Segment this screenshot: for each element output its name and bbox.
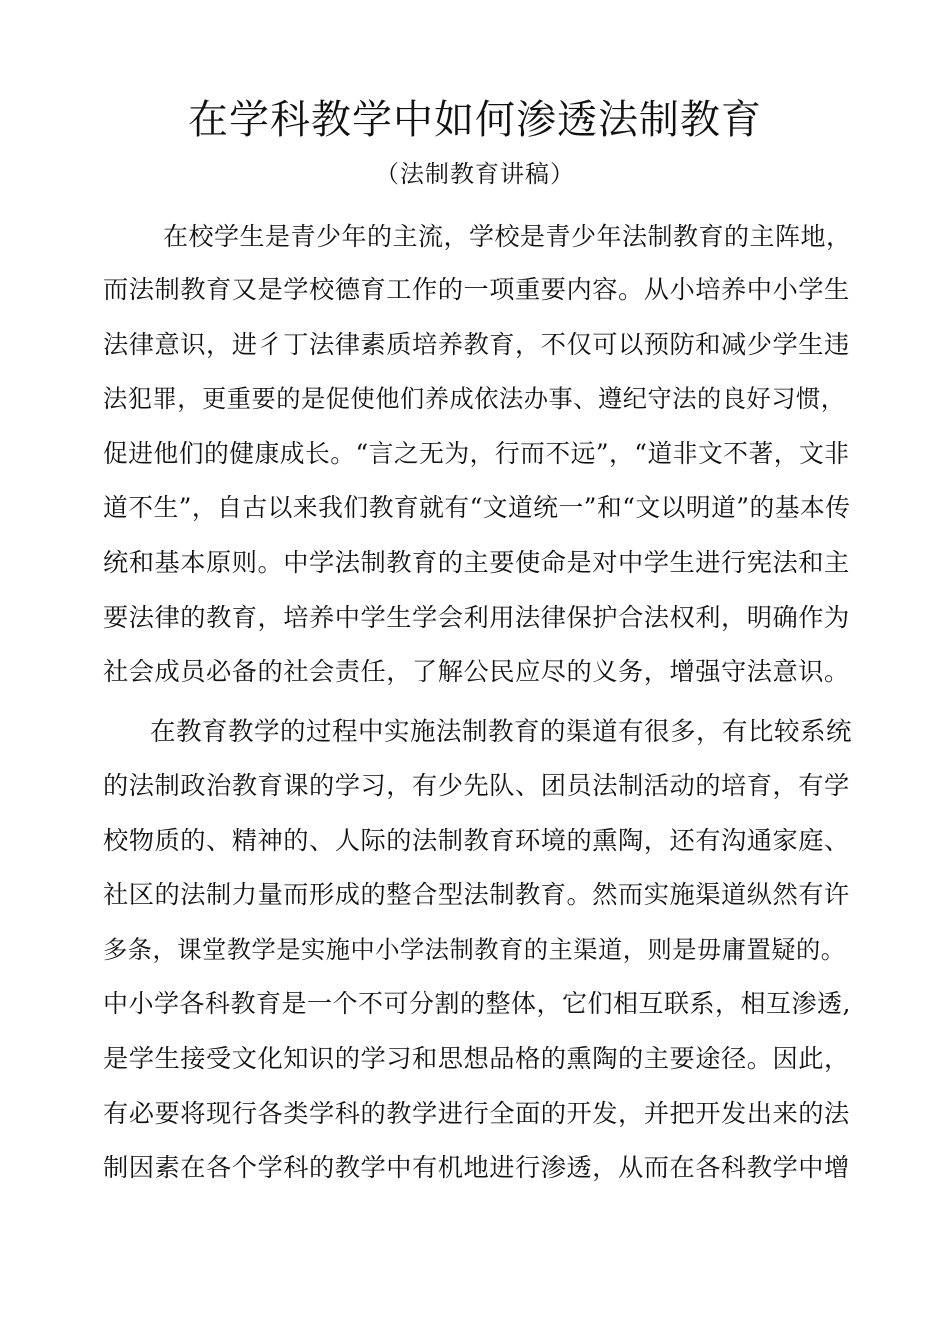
document-subtitle: （法制教育讲稿） — [375, 160, 575, 188]
body-text-line: 法律意识，进彳丁法律素质培养教育，不仅可以预防和减少学生违 — [103, 330, 850, 359]
body-text-line: 在教育教学的过程中实施法制教育的渠道有很多，有比较系统 — [150, 717, 853, 747]
body-text-line: 有必要将现行各类学科的教学进行全面的开发，并把开发出来的法 — [103, 1099, 850, 1128]
document-title: 在学科教学中如何渗透法制教育 — [188, 97, 762, 143]
body-text-line: 制因素在各个学科的教学中有机地进行渗透，从而在各科教学中增 — [103, 1153, 850, 1182]
body-text-line: 统和基本原则。中学法制教育的主要使命是对中学生进行宪法和主 — [103, 548, 850, 577]
body-text-line: 中小学各科教育是一个不可分割的整体，它们相互联系，相互渗透, — [103, 989, 851, 1018]
body-text-line: 社会成员必备的社会责任，了解公民应尽的义务，增强守法意识。 — [103, 657, 850, 686]
body-text-line: 的法制政治教育课的学习，有少先队、团员法制活动的培育，有学 — [103, 771, 850, 800]
body-text-line: 要法律的教育，培养中学生学会利用法律保护合法权利，明确作为 — [103, 603, 850, 632]
body-text-line: 多条，课堂教学是实施中小学法制教育的主渠道，则是毋庸置疑的。 — [103, 935, 846, 964]
body-text-line: 道不生”，自古以来我们教育就有“文道统一”和“文以明道”的基本传 — [103, 493, 851, 522]
body-text-line: 促进他们的健康成长。“言之无为，行而不远”，“道非文不著，文非 — [103, 439, 850, 468]
body-text-line: 校物质的、精神的、人际的法制教育环境的熏陶，还有沟通家庭、 — [103, 826, 850, 855]
body-text-line: 是学生接受文化知识的学习和思想品格的熏陶的主要途径。因此， — [103, 1044, 850, 1073]
body-text-line: 法犯罪，更重要的是促使他们养成依法办事、遵纪守法的良好习惯， — [103, 384, 846, 413]
body-text-line: 社区的法制力量而形成的整合型法制教育。然而实施渠道纵然有许 — [103, 880, 850, 909]
body-text-line: 而法制教育又是学校德育工作的一项重要内容。从小培养中小学生 — [103, 275, 850, 304]
body-text-line: 在校学生是青少年的主流，学校是青少年法制教育的主阵地， — [163, 222, 852, 251]
